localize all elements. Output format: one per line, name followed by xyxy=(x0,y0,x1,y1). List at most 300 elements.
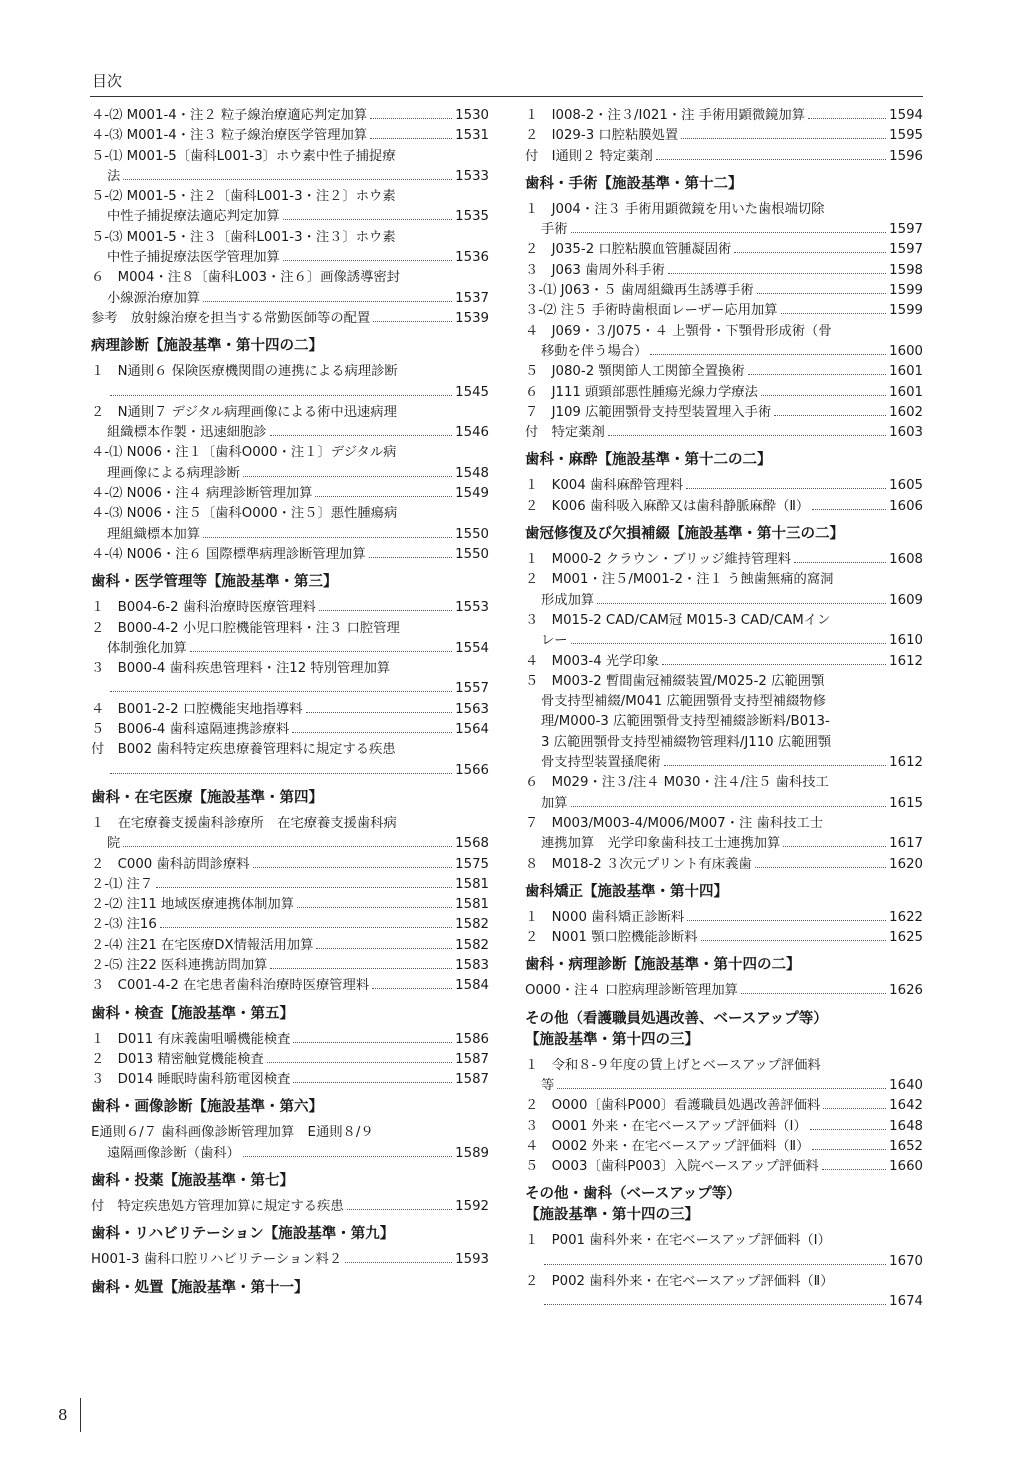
dot-leader xyxy=(812,1149,886,1150)
entry-last-line xyxy=(91,1144,489,1164)
page-ref: 1598 xyxy=(889,262,923,278)
entry-text: ６ J111 頭頸部悪性腫瘍光線力学療法 xyxy=(525,384,758,400)
entry-last-line xyxy=(91,976,489,996)
entry-last-line xyxy=(525,981,923,1001)
entry-text: ３ M015-2 CAD/CAM冠 M015-3 CAD/CAMイン xyxy=(525,612,831,628)
entry-last-line xyxy=(525,126,923,146)
entry-last-line xyxy=(525,1157,923,1177)
section-heading xyxy=(91,336,489,357)
dot-leader xyxy=(306,712,453,713)
toc-entry xyxy=(525,383,923,403)
entry-last-line xyxy=(525,497,923,517)
dot-leader xyxy=(123,846,452,847)
entry-text: １ N000 歯科矯正診断料 xyxy=(525,909,685,925)
entry-last-line xyxy=(91,1197,489,1217)
toc-entry xyxy=(91,187,489,228)
dot-leader xyxy=(755,867,886,868)
page-ref: 1581 xyxy=(455,876,489,892)
toc-entry xyxy=(91,1030,489,1050)
entry-last-line xyxy=(91,126,489,146)
entry-last-line xyxy=(91,423,489,443)
toc-entry xyxy=(525,497,923,517)
entry-text: ２-⑷ 注21 在宅医療DX情報活用加算 xyxy=(91,937,314,953)
toc-entry xyxy=(525,106,923,126)
page-ref: 1545 xyxy=(455,384,489,400)
page-ref: 1566 xyxy=(455,762,489,778)
toc-entry xyxy=(91,106,489,126)
entry-text: ４-⑵ M001-4・注２ 粒子線治療適応判定加算 xyxy=(91,108,368,123)
toc-entry xyxy=(525,126,923,146)
page-ref: 1599 xyxy=(889,303,923,319)
entry-last-line xyxy=(91,679,489,699)
entry-last-line xyxy=(525,383,923,403)
entry-text: H001-3 歯科口腔リハビリテーション料２ xyxy=(91,1252,343,1268)
dot-leader xyxy=(812,509,886,510)
entry-text: １ B004-6-2 歯科治療時医療管理料 xyxy=(91,600,316,616)
entry-last-line xyxy=(525,403,923,423)
section-heading xyxy=(525,955,923,976)
toc-entry xyxy=(525,261,923,281)
entry-last-line xyxy=(525,301,923,321)
page-ref: 1608 xyxy=(889,552,923,568)
page-ref: 1546 xyxy=(455,425,489,441)
entry-text: ３-⑴ J063・５ 歯周組織再生誘導手術 xyxy=(525,283,754,299)
dot-leader xyxy=(783,846,886,847)
page-ref: 1603 xyxy=(889,425,923,441)
dot-leader xyxy=(373,321,452,322)
toc-entry xyxy=(91,1050,489,1070)
entry-text: ５ J080-2 顎関節人工関節全置換術 xyxy=(525,364,745,380)
toc-entry xyxy=(525,200,923,241)
dot-leader xyxy=(781,313,887,314)
toc-entry xyxy=(525,1231,923,1272)
entry-text: ３ J063 歯周外科手術 xyxy=(525,262,665,278)
page-ref: 1589 xyxy=(455,1145,489,1161)
entry-last-line xyxy=(91,598,489,618)
toc-entry xyxy=(525,240,923,260)
entry-text: １ D011 有床義歯咀嚼機能検査 xyxy=(91,1031,291,1047)
dot-leader xyxy=(297,907,452,908)
entry-text: ２ M001・注５/M001-2・注１ う蝕歯無痛的窩洞 xyxy=(525,572,834,588)
toc-entry xyxy=(525,322,923,363)
dot-leader xyxy=(316,948,452,949)
dot-leader xyxy=(544,1264,886,1265)
entry-last-line xyxy=(525,1252,923,1272)
entry-last-line xyxy=(525,1137,923,1157)
dot-leader xyxy=(190,651,452,652)
toc-entry xyxy=(91,700,489,720)
dot-leader xyxy=(662,664,886,665)
page-ref: 1605 xyxy=(889,478,923,494)
entry-text: 加算 xyxy=(541,795,568,811)
entry-text: 連携加算 光学印象歯科技工士連携加算 xyxy=(541,836,781,852)
entry-text: ２ J035-2 口腔粘膜血管腫凝固術 xyxy=(525,242,732,258)
page-number-rule xyxy=(80,1398,81,1432)
entry-last-line xyxy=(91,761,489,781)
entry-last-line xyxy=(91,106,489,126)
page-ref: 1597 xyxy=(889,242,923,258)
entry-last-line xyxy=(525,423,923,443)
entry-text: ４-⑷ N006・注６ 国際標準病理診断管理加算 xyxy=(91,546,366,562)
page-ref: 1601 xyxy=(889,364,923,380)
entry-text: ４ B001-2-2 口腔機能実地指導料 xyxy=(91,701,303,717)
entry-text: １ J004・注３ 手術用顕微鏡を用いた歯根端切除 xyxy=(525,201,825,217)
toc-entry xyxy=(525,672,923,773)
page-ref: 1622 xyxy=(889,909,923,925)
entry-last-line xyxy=(525,147,923,167)
section-heading xyxy=(91,788,489,809)
entry-last-line xyxy=(91,834,489,854)
page-ref: 1533 xyxy=(455,168,489,184)
page-ref: 1670 xyxy=(889,1253,923,1269)
section-subtitle: 【施設基準・第十四の三】 xyxy=(525,1207,699,1224)
dot-leader xyxy=(650,354,886,355)
dot-leader xyxy=(110,691,452,692)
toc-entry xyxy=(91,484,489,504)
section-title: その他・歯科（ベースアップ等） xyxy=(525,1186,741,1203)
toc-entry xyxy=(525,570,923,611)
entry-last-line xyxy=(525,476,923,496)
dot-leader xyxy=(757,293,886,294)
entry-last-line xyxy=(91,1250,489,1270)
entry-text: ５ O003〔歯科P003〕入院ベースアップ評価料 xyxy=(525,1159,819,1175)
entry-text: 体制強化加算 xyxy=(107,640,187,656)
dot-leader xyxy=(794,562,886,563)
entry-text: 付 特定疾患処方管理加算に規定する疾患 xyxy=(91,1199,344,1215)
toc-entry xyxy=(525,928,923,948)
entry-text: ４ J069・３/J075・４ 上顎骨・下顎骨形成術（骨 xyxy=(525,323,832,339)
page-ref: 1537 xyxy=(455,290,489,306)
page-ref: 1597 xyxy=(889,222,923,238)
dot-leader xyxy=(203,537,452,538)
toc-entry xyxy=(525,1056,923,1097)
dot-leader xyxy=(774,415,886,416)
dot-leader xyxy=(319,610,452,611)
page-ref: 1652 xyxy=(889,1138,923,1154)
dot-leader xyxy=(283,260,452,261)
entry-last-line xyxy=(525,855,923,875)
page-ref: 1595 xyxy=(889,128,923,144)
entry-text: 組織標本作製・迅速細胞診 xyxy=(107,425,267,441)
entry-last-line xyxy=(525,1096,923,1116)
entry-last-line xyxy=(91,1050,489,1070)
entry-last-line xyxy=(525,220,923,240)
section-title: その他（看護職員処遇改善、ベースアップ等） xyxy=(525,1010,828,1027)
entry-last-line xyxy=(91,545,489,565)
entry-text: ２ N001 顎口腔機能診断料 xyxy=(525,930,698,946)
entry-text: ３-⑵ 注５ 手術時歯根面レーザー応用加算 xyxy=(525,303,778,319)
dot-leader xyxy=(110,395,452,396)
page-ref: 1564 xyxy=(455,722,489,738)
section-title: 歯科・画像診断【施設基準・第六】 xyxy=(91,1099,323,1116)
entry-text: 遠隔画像診断（歯科） xyxy=(107,1145,240,1161)
section-subtitle: 【施設基準・第十四の三】 xyxy=(525,1031,699,1048)
entry-text: 中性子捕捉療法医学管理加算 xyxy=(107,250,280,266)
page-ref: 1584 xyxy=(455,978,489,994)
page-ref: 1548 xyxy=(455,465,489,481)
entry-text: 小線源治療加算 xyxy=(107,290,201,306)
entry-last-line xyxy=(91,639,489,659)
dot-leader xyxy=(347,1209,453,1210)
toc-entry xyxy=(91,740,489,781)
section-title: 歯科・病理診断【施設基準・第十四の二】 xyxy=(525,957,801,974)
entry-last-line xyxy=(525,550,923,570)
section-heading xyxy=(525,1009,923,1051)
page-ref: 1568 xyxy=(455,836,489,852)
toc-entry xyxy=(91,1070,489,1090)
entry-last-line xyxy=(91,720,489,740)
section-heading xyxy=(91,1224,489,1245)
entry-text: ２ O000〔歯科P000〕看護職員処遇改善評価料 xyxy=(525,1098,821,1114)
entry-last-line xyxy=(91,383,489,403)
page-ref: 1642 xyxy=(889,1098,923,1114)
entry-last-line xyxy=(91,936,489,956)
page-ref: 1592 xyxy=(455,1199,489,1215)
entry-text: ２ D013 精密触覚機能検査 xyxy=(91,1051,264,1067)
entry-text: １ 在宅療養支援歯科診療所 在宅療養支援歯科病 xyxy=(91,815,397,831)
page-ref: 1530 xyxy=(455,108,489,123)
section-title: 歯科・手術【施設基準・第十二】 xyxy=(525,175,743,192)
entry-text: ６ M029・注３/注４ M030・注４/注５ 歯科技工 xyxy=(525,775,829,791)
toc-entry xyxy=(91,504,489,545)
section-title: 歯科・処置【施設基準・第十一】 xyxy=(91,1279,309,1296)
entry-text: １ I008-2・注３/I021・注 手術用顕微鏡加算 xyxy=(525,108,806,123)
entry-text: 参考 放射線治療を担当する常勤医師等の配置 xyxy=(91,310,371,326)
toc-entry xyxy=(91,936,489,956)
entry-last-line xyxy=(525,753,923,773)
section-heading xyxy=(91,1278,489,1299)
entry-last-line xyxy=(91,248,489,268)
section-title: 歯科・麻酔【施設基準・第十二の二】 xyxy=(525,452,772,469)
page-title: 目次 xyxy=(92,72,123,90)
toc-entry xyxy=(91,147,489,188)
page-ref: 1575 xyxy=(455,856,489,872)
toc-entry xyxy=(91,619,489,660)
toc-right-column xyxy=(525,106,923,1313)
entry-last-line xyxy=(91,1030,489,1050)
dot-leader xyxy=(808,118,886,119)
dot-leader xyxy=(370,118,452,119)
entry-text: ２ C000 歯科訪問診療料 xyxy=(91,856,250,872)
dot-leader xyxy=(544,1304,886,1305)
page-ref: 1596 xyxy=(889,148,923,164)
page-ref: 1609 xyxy=(889,592,923,608)
entry-text: ４ O002 外来・在宅ベースアップ評価料（Ⅱ） xyxy=(525,1138,810,1154)
page-ref: 1612 xyxy=(889,755,923,771)
dot-leader xyxy=(571,232,887,233)
toc-entry xyxy=(525,611,923,652)
toc-entry xyxy=(91,598,489,618)
section-title: 歯科・投薬【施設基準・第七】 xyxy=(91,1173,294,1190)
entry-last-line xyxy=(91,700,489,720)
toc-entry xyxy=(525,855,923,875)
page-ref: 1674 xyxy=(889,1294,923,1310)
dot-leader xyxy=(656,159,886,160)
entry-text: ２-⑴ 注７ xyxy=(91,876,154,892)
toc-entry xyxy=(91,403,489,444)
section-heading xyxy=(91,572,489,593)
entry-last-line xyxy=(525,1076,923,1096)
page-ref: 1615 xyxy=(889,795,923,811)
page-ref: 1549 xyxy=(455,486,489,502)
entry-text: ７ M003/M003-4/M006/M007・注 歯科技工士 xyxy=(525,815,824,831)
toc-entry xyxy=(91,855,489,875)
section-title: 歯科・在宅医療【施設基準・第四】 xyxy=(91,789,323,806)
dot-leader xyxy=(123,179,452,180)
dot-leader xyxy=(734,252,886,253)
dot-leader xyxy=(370,138,452,139)
toc-entry xyxy=(525,403,923,423)
dot-leader xyxy=(345,1262,452,1263)
dot-leader xyxy=(597,603,886,604)
entry-text: １ N通則６ 保険医療機関間の連携による病理診断 xyxy=(91,364,398,380)
entry-text: ２-⑸ 注22 医科連携訪問加算 xyxy=(91,957,268,973)
entry-text: レー xyxy=(541,633,568,649)
dot-leader xyxy=(253,867,453,868)
page-ref: 1586 xyxy=(455,1031,489,1047)
entry-last-line xyxy=(91,895,489,915)
section-heading xyxy=(91,1171,489,1192)
page-ref: 1617 xyxy=(889,836,923,852)
page-ref: 1600 xyxy=(889,343,923,359)
dot-leader xyxy=(741,993,886,994)
dot-leader xyxy=(203,301,452,302)
page-ref: 1582 xyxy=(455,937,489,953)
toc-entry xyxy=(525,773,923,814)
dot-leader xyxy=(571,643,887,644)
section-heading xyxy=(91,1004,489,1025)
entry-last-line xyxy=(91,956,489,976)
dot-leader xyxy=(283,219,452,220)
entry-text: １ P001 歯科外来・在宅ベースアップ評価料（Ⅰ） xyxy=(525,1233,831,1249)
entry-last-line xyxy=(525,928,923,948)
page-ref: 1587 xyxy=(455,1051,489,1067)
entry-last-line xyxy=(525,362,923,382)
entry-text: １ M000-2 クラウン・ブリッジ維持管理料 xyxy=(525,552,792,568)
entry-text: 骨支持型補綴/M041 広範囲顎骨支持型補綴物修 xyxy=(541,694,826,710)
page-ref: 1563 xyxy=(455,701,489,717)
entry-text: 法 xyxy=(107,168,121,184)
entry-last-line xyxy=(525,834,923,854)
entry-text: ７ J109 広範囲顎骨支持型装置埋入手術 xyxy=(525,404,772,420)
entry-text: 等 xyxy=(541,1077,555,1093)
page-ref: 1625 xyxy=(889,930,923,946)
dot-leader xyxy=(293,1082,452,1083)
toc-entry xyxy=(525,814,923,855)
section-title: 歯科矯正【施設基準・第十四】 xyxy=(525,883,728,900)
dot-leader xyxy=(748,374,887,375)
entry-last-line xyxy=(91,309,489,329)
page-ref: 1550 xyxy=(455,526,489,542)
entry-last-line xyxy=(525,794,923,814)
dot-leader xyxy=(681,138,886,139)
toc-entry xyxy=(91,228,489,269)
dot-leader xyxy=(156,887,452,888)
entry-text: ６ M004・注８〔歯科L003・注６〕画像誘導密封 xyxy=(91,270,400,286)
entry-last-line xyxy=(91,1070,489,1090)
toc-entry xyxy=(91,126,489,146)
toc-entry xyxy=(525,908,923,928)
page-ref: 1626 xyxy=(889,983,923,999)
entry-last-line xyxy=(525,1117,923,1137)
toc-entry xyxy=(525,1272,923,1313)
entry-text: ３ B000-4 歯科疾患管理料・注12 特別管理加算 xyxy=(91,661,391,677)
page-ref: 1557 xyxy=(455,681,489,697)
entry-last-line xyxy=(91,855,489,875)
entry-last-line xyxy=(525,1292,923,1312)
toc-entry xyxy=(525,981,923,1001)
toc-entry xyxy=(91,1197,489,1217)
entry-last-line xyxy=(91,464,489,484)
page-ref: 1620 xyxy=(889,856,923,872)
entry-text: ５-⑴ M001-5〔歯科L001-3〕ホウ素中性子捕捉療 xyxy=(91,148,396,164)
entry-text: ８ M018-2 ３次元プリント有床義歯 xyxy=(525,856,752,872)
section-heading xyxy=(525,524,923,545)
entry-text: 中性子捕捉療法適応判定加算 xyxy=(107,209,280,225)
page-ref: 1550 xyxy=(455,546,489,562)
dot-leader xyxy=(315,496,452,497)
page-ref: 1612 xyxy=(889,653,923,669)
entry-text: ２ P002 歯科外来・在宅ベースアップ評価料（Ⅱ） xyxy=(525,1274,834,1290)
page-ref: 1610 xyxy=(889,633,923,649)
entry-last-line xyxy=(525,261,923,281)
section-heading xyxy=(525,174,923,195)
page-number: 8 xyxy=(58,1406,68,1424)
entry-text: 付 B002 歯科特定疾患療養管理料に規定する疾患 xyxy=(91,742,396,758)
dot-leader xyxy=(292,732,452,733)
toc-entry xyxy=(525,281,923,301)
page-ref: 1539 xyxy=(455,310,489,326)
entry-last-line xyxy=(525,240,923,260)
toc-entry xyxy=(525,1137,923,1157)
toc-entry xyxy=(91,1123,489,1164)
page-ref: 1536 xyxy=(455,250,489,266)
toc-entry xyxy=(91,895,489,915)
page-ref: 1535 xyxy=(455,209,489,225)
toc-entry xyxy=(91,309,489,329)
section-heading xyxy=(525,882,923,903)
toc-entry xyxy=(91,443,489,484)
toc-entry xyxy=(525,652,923,672)
page-ref: 1602 xyxy=(889,404,923,420)
entry-last-line xyxy=(91,289,489,309)
section-title: 歯科・検査【施設基準・第五】 xyxy=(91,1005,294,1022)
dot-leader xyxy=(243,1156,452,1157)
toc-left-column xyxy=(91,106,489,1304)
toc-entry xyxy=(91,956,489,976)
page-ref: 1601 xyxy=(889,384,923,400)
entry-text: ３ D014 睡眠時歯科筋電図検査 xyxy=(91,1072,291,1088)
entry-text: 移動を伴う場合） xyxy=(541,343,648,359)
entry-last-line xyxy=(525,631,923,651)
entry-text: ４-⑵ N006・注４ 病理診断管理加算 xyxy=(91,486,313,502)
entry-last-line xyxy=(525,106,923,126)
entry-text: ２ K006 歯科吸入麻酔又は歯科静脈麻酔（Ⅱ） xyxy=(525,498,810,514)
toc-entry xyxy=(525,423,923,443)
toc-entry xyxy=(91,268,489,309)
page-ref: 1593 xyxy=(455,1252,489,1268)
dot-leader xyxy=(557,1088,886,1089)
entry-text: ２-⑵ 注11 地域医療連携体制加算 xyxy=(91,897,295,913)
entry-text: ３ O001 外来・在宅ベースアップ評価料（Ⅰ） xyxy=(525,1118,807,1134)
section-heading xyxy=(91,1097,489,1118)
dot-leader xyxy=(372,988,452,989)
entry-text: １ K004 歯科麻酔管理料 xyxy=(525,478,683,494)
entry-text: ２ B000-4-2 小児口腔機能管理料・注３ 口腔管理 xyxy=(91,620,400,636)
entry-last-line xyxy=(525,281,923,301)
dot-leader xyxy=(270,968,452,969)
section-title: 歯科・医学管理等【施設基準・第三】 xyxy=(91,574,338,591)
